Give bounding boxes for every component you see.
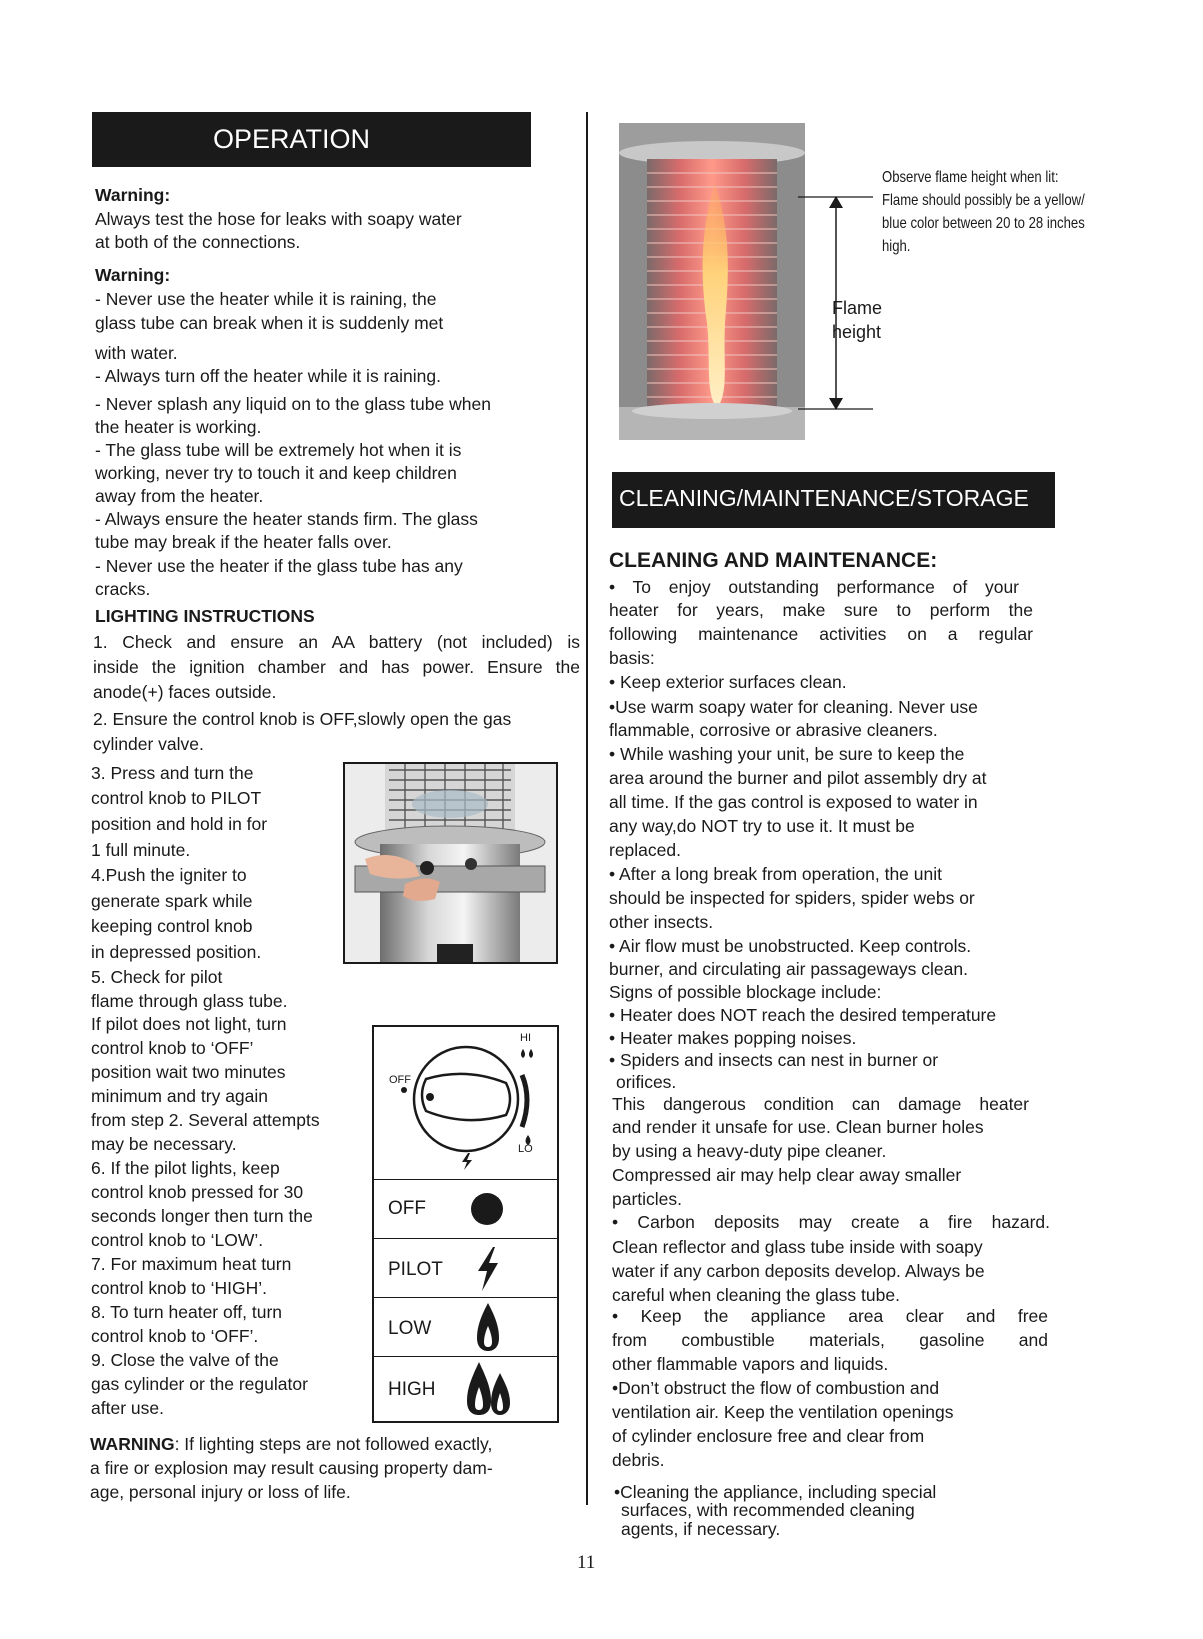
step-line: control knob pressed for 30 — [91, 1182, 304, 1202]
cleaning-line: • Carbon deposits may create a fire hazard. — [612, 1212, 1050, 1232]
cleaning-line: orifices. — [616, 1072, 677, 1092]
cleaning-line: agents, if necessary. — [621, 1519, 781, 1539]
final-warning-line: age, personal injury or loss of life. — [90, 1482, 351, 1502]
cleaning-line: surfaces, with recommended cleaning — [621, 1500, 915, 1520]
warning2-title: Warning: — [95, 265, 171, 285]
cleaning-line: other insects. — [609, 912, 714, 932]
step-line: from step 2. Several attempts — [91, 1110, 320, 1130]
flame-caption-line: high. — [882, 238, 911, 255]
step-line: position and hold in for — [91, 814, 268, 834]
knob-row-label: PILOT — [388, 1259, 443, 1280]
control-knob-diagram — [374, 1027, 557, 1179]
step-line: may be necessary. — [91, 1134, 237, 1154]
warning2-line: - The glass tube will be extremely hot when it is — [95, 440, 462, 460]
cleaning-line: • Spiders and insects can nest in burner or — [609, 1050, 939, 1070]
warning2-line: glass tube can break when it is suddenly met — [95, 313, 444, 333]
heater-flame-illustration — [619, 123, 805, 440]
warning1-line: Always test the hose for leaks with soapy water — [95, 209, 462, 229]
heater-ignition-illustration — [345, 764, 556, 962]
step-line: flame through glass tube. — [91, 991, 288, 1011]
warning2-line: cracks. — [95, 579, 151, 599]
warning2-line: the heater is working. — [95, 417, 262, 437]
step-line: If pilot does not light, turn — [91, 1014, 287, 1034]
step-line: in depressed position. — [91, 942, 262, 962]
cleaning-line: This dangerous condition can damage heater — [612, 1094, 1029, 1114]
cleaning-line: • After a long break from operation, the unit — [609, 864, 942, 884]
step-line: 9. Close the valve of the — [91, 1350, 279, 1370]
warning2-line: - Never use the heater if the glass tube has any — [95, 556, 463, 576]
cleaning-line: all time. If the gas control is exposed to water in — [609, 792, 978, 812]
knob-row-label: LOW — [388, 1318, 432, 1339]
off-dot-icon — [470, 1192, 504, 1226]
knob-row-off — [374, 1179, 557, 1238]
warning1-title: Warning: — [95, 185, 171, 205]
cleaning-line: debris. — [612, 1450, 665, 1470]
cleaning-line: • Air flow must be unobstructed. Keep controls. — [609, 936, 972, 956]
cleaning-line: should be inspected for spiders, spider webs or — [609, 888, 975, 908]
cleaning-line: Compressed air may help clear away smaller — [612, 1165, 962, 1185]
knob-lo-label: LO — [518, 1143, 533, 1155]
cleaning-title: CLEANING AND MAINTENANCE: — [609, 549, 938, 572]
step-line: 6. If the pilot lights, keep — [91, 1158, 280, 1178]
cleaning-line: and render it unsafe for use. Clean burner holes — [612, 1117, 984, 1137]
final-warning-line: a fire or explosion may result causing property dam- — [90, 1458, 493, 1478]
step-line: minimum and try again — [91, 1086, 269, 1106]
flame-caption-line: Observe flame height when lit: — [882, 169, 1059, 186]
cleaning-line: • To enjoy outstanding performance of your — [609, 577, 1019, 597]
knob-settings-table — [372, 1025, 559, 1423]
cleaning-line: • Keep exterior surfaces clean. — [609, 672, 847, 692]
operation-header-text: OPERATION — [213, 124, 371, 154]
cleaning-line: replaced. — [609, 840, 681, 860]
step1-line: 1. Check and ensure an AA battery (not included) is — [93, 632, 580, 652]
warning2-line: working, never try to touch it and keep children — [95, 463, 457, 483]
cleaning-line: •Don’t obstruct the flow of combustion and — [612, 1378, 940, 1398]
cleaning-line: by using a heavy-duty pipe cleaner. — [612, 1141, 887, 1161]
final-warning-line — [90, 1434, 492, 1454]
step1-line: anode(+) faces outside. — [93, 682, 277, 702]
high-flame-icon — [466, 1361, 512, 1417]
ignition-photo — [343, 762, 558, 964]
cleaning-line: careful when cleaning the glass tube. — [612, 1285, 900, 1305]
step2-line: 2. Ensure the control knob is OFF,slowly open the gas — [93, 709, 512, 729]
low-flame-icon — [476, 1302, 500, 1352]
step-line: 1 full minute. — [91, 840, 191, 860]
cleaning-line: water if any carbon deposits develop. Always be — [612, 1261, 985, 1281]
cleaning-line: any way,do NOT try to use it. It must be — [609, 816, 915, 836]
cleaning-line: Signs of possible blockage include: — [609, 982, 882, 1002]
warning2-line: - Never use the heater while it is raining, the — [95, 289, 437, 309]
cleaning-header — [612, 472, 1055, 528]
step-line: gas cylinder or the regulator — [91, 1374, 308, 1394]
flame-label: Flame — [832, 298, 883, 318]
step-line: seconds longer then turn the — [91, 1206, 313, 1226]
cleaning-line: • Heater does NOT reach the desired temperature — [609, 1005, 997, 1025]
step-line: position wait two minutes — [91, 1062, 286, 1082]
step-line: generate spark while — [91, 891, 253, 911]
step-line: 7. For maximum heat turn — [91, 1254, 292, 1274]
warning2-line: - Always ensure the heater stands firm. The glass — [95, 509, 478, 529]
final-warning-text: : If lighting steps are not followed exactly, — [174, 1434, 493, 1454]
cleaning-line: • While washing your unit, be sure to keep the — [609, 744, 965, 764]
step1-line: inside the ignition chamber and has power. Ensure the — [93, 657, 580, 677]
step-line: control knob to PILOT — [91, 788, 262, 808]
cleaning-line: heater for years, make sure to perform the — [609, 600, 1033, 620]
cleaning-header-text: CLEANING/MAINTENANCE/STORAGE — [619, 485, 1029, 511]
step-line: 8. To turn heater off, turn — [91, 1302, 283, 1322]
knob-off-label: OFF — [389, 1074, 411, 1086]
cleaning-line: area around the burner and pilot assembly dry at — [609, 768, 987, 788]
step2-line: cylinder valve. — [93, 734, 204, 754]
knob-row-high — [374, 1356, 557, 1422]
step-line: control knob to ‘OFF’ — [91, 1038, 254, 1058]
knob-row-label: OFF — [388, 1198, 426, 1219]
step-line: 5. Check for pilot — [91, 967, 223, 987]
lighting-title: LIGHTING INSTRUCTIONS — [95, 606, 315, 626]
step-line: 3. Press and turn the — [91, 763, 254, 783]
warning2-line: - Never splash any liquid on to the glass tube when — [95, 394, 491, 414]
cleaning-line: following maintenance activities on a regular — [609, 624, 1033, 644]
cleaning-line: Clean reflector and glass tube inside with soapy — [612, 1237, 983, 1257]
knob-row-label: HIGH — [388, 1379, 436, 1400]
step-line: keeping control knob — [91, 916, 253, 936]
final-warning-bold: WARNING — [90, 1434, 175, 1454]
step-line: 4.Push the igniter to — [91, 865, 247, 885]
knob-hi-label: HI — [520, 1032, 531, 1044]
cleaning-line: • Heater makes popping noises. — [609, 1028, 857, 1048]
step-line: after use. — [91, 1398, 164, 1418]
knob-row-pilot — [374, 1238, 557, 1297]
warning2-line: - Always turn off the heater while it is raining. — [95, 366, 441, 386]
cleaning-line: burner, and circulating air passageways clean. — [609, 959, 968, 979]
flame-label: height — [832, 322, 882, 342]
flame-photo — [619, 123, 805, 440]
cleaning-line: other flammable vapors and liquids. — [612, 1354, 889, 1374]
step-line: control knob to ‘LOW’. — [91, 1230, 264, 1250]
flame-caption-line: blue color between 20 to 28 inches — [882, 215, 1085, 232]
operation-header — [92, 112, 531, 167]
warning2-line: tube may break if the heater falls over. — [95, 532, 392, 552]
warning2-line: away from the heater. — [95, 486, 264, 506]
spark-icon — [476, 1247, 500, 1291]
cleaning-line: from combustible materials, gasoline and — [612, 1330, 1048, 1350]
column-divider — [586, 112, 588, 1505]
step-line: control knob to ‘HIGH’. — [91, 1278, 268, 1298]
cleaning-line: basis: — [609, 648, 655, 668]
cleaning-line: • Keep the appliance area clear and free — [612, 1306, 1048, 1326]
cleaning-line: •Use warm soapy water for cleaning. Never use — [609, 697, 978, 717]
cleaning-line: •Cleaning the appliance, including special — [614, 1482, 937, 1502]
step-line: control knob to ‘OFF’. — [91, 1326, 259, 1346]
warning2-line: with water. — [95, 343, 178, 363]
cleaning-line: particles. — [612, 1189, 683, 1209]
cleaning-line: ventilation air. Keep the ventilation openings — [612, 1402, 954, 1422]
flame-caption-line: Flame should possibly be a yellow/ — [882, 192, 1085, 209]
cleaning-line: of cylinder enclosure free and clear from — [612, 1426, 925, 1446]
warning1-line: at both of the connections. — [95, 232, 301, 252]
cleaning-line: flammable, corrosive or abrasive cleaners. — [609, 720, 938, 740]
page-number: 11 — [577, 1552, 596, 1573]
knob-row-low — [374, 1297, 557, 1356]
